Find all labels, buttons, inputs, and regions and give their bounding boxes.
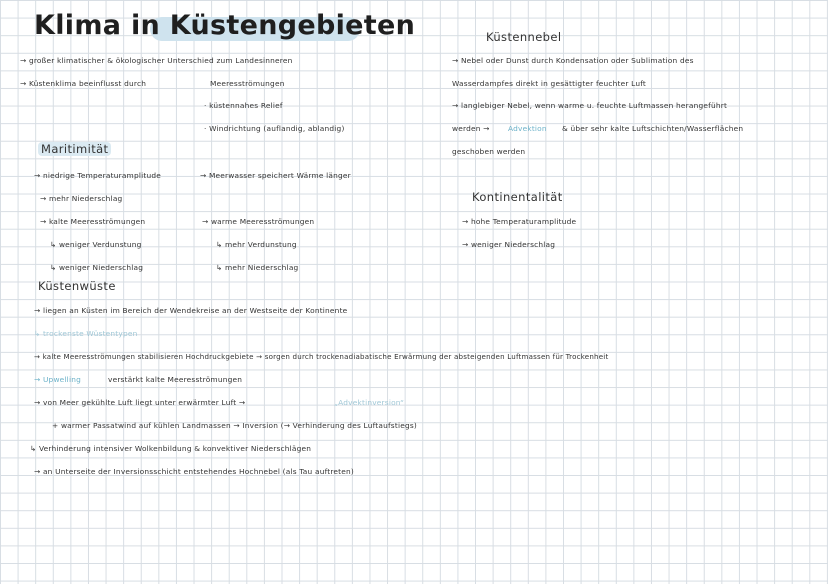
intro-line-1: → großer klimatischer & ökologischer Unterschied zum Landesinneren — [20, 56, 293, 65]
wueste-line-9: ↳ Verhinderung intensiver Wolkenbildung & konvektiver Niederschlägen — [30, 444, 312, 453]
maritim-line-3: → mehr Niederschlag — [40, 194, 123, 203]
heading-maritimitaet: Maritimität — [38, 142, 111, 156]
intro-line-5: · Windrichtung (auflandig, ablandig) — [204, 124, 345, 133]
wueste-line-2: ↳ trockenste Wüstentypen — [34, 329, 138, 338]
maritim-line-9: ↳ mehr Niederschlag — [216, 263, 299, 272]
wueste-line-8: + warmer Passatwind auf kühlen Landmassen → Inversion (→ Verhinderung des Luftaufstiegs) — [52, 421, 417, 430]
maritim-line-6: ↳ weniger Niederschlag — [50, 263, 144, 272]
intro-line-3: Meeresströmungen — [210, 79, 285, 88]
maritim-line-1: → niedrige Temperaturamplitude — [34, 171, 161, 180]
maritim-line-4: → kalte Meeresströmungen — [40, 217, 146, 226]
maritim-line-5: ↳ weniger Verdunstung — [50, 240, 142, 249]
nebel-line-6: & über sehr kalte Luftschichten/Wasserflächen — [562, 124, 744, 133]
wueste-line-1: → liegen an Küsten im Bereich der Wendekreise an der Westseite der Kontinente — [34, 306, 348, 315]
wueste-line-3: → kalte Meeresströmungen stabilisieren Hochdruckgebiete → sorgen durch trockenadiabatische Erwärmung der absteigenden Luftmassen für Trockenheit — [34, 352, 609, 361]
wueste-line-10: → an Unterseite der Inversionsschicht entstehendes Hochnebel (als Tau auftreten) — [34, 467, 354, 476]
heading-kuestenwueste: Küstenwüste — [38, 279, 116, 293]
wueste-line-5: verstärkt kalte Meeresströmungen — [108, 375, 243, 384]
wueste-line-6: → von Meer gekühlte Luft liegt unter erwärmter Luft → — [34, 398, 246, 407]
nebel-line-1: → Nebel oder Dunst durch Kondensation oder Sublimation des — [452, 56, 694, 65]
kontinental-line-2: → weniger Niederschlag — [462, 240, 556, 249]
wueste-line-7: „Advektinversion“ — [334, 398, 405, 407]
nebel-line-5: Advektion — [508, 124, 547, 133]
wueste-line-4: → Upwelling — [34, 375, 81, 384]
nebel-line-7: geschoben werden — [452, 147, 526, 156]
heading-kontinentalitaet: Kontinentalität — [472, 190, 563, 204]
nebel-line-3: → langlebiger Nebel, wenn warme u. feuchte Luftmassen herangeführt — [452, 101, 728, 110]
maritim-line-8: ↳ mehr Verdunstung — [216, 240, 297, 249]
nebel-line-2: Wasserdampfes direkt in gesättigter feuchter Luft — [452, 79, 647, 88]
maritim-line-7: → warme Meeresströmungen — [202, 217, 315, 226]
intro-line-4: · küstennahes Relief — [204, 101, 283, 110]
page-title: Klima in Küstengebieten — [34, 10, 416, 41]
heading-kuestennebel: Küstennebel — [486, 30, 562, 44]
maritim-line-2: → Meerwasser speichert Wärme länger — [200, 171, 351, 180]
nebel-line-4: werden → — [452, 124, 490, 133]
kontinental-line-1: → hohe Temperaturamplitude — [462, 217, 577, 226]
intro-line-2: → Küstenklima beeinflusst durch — [20, 79, 147, 88]
